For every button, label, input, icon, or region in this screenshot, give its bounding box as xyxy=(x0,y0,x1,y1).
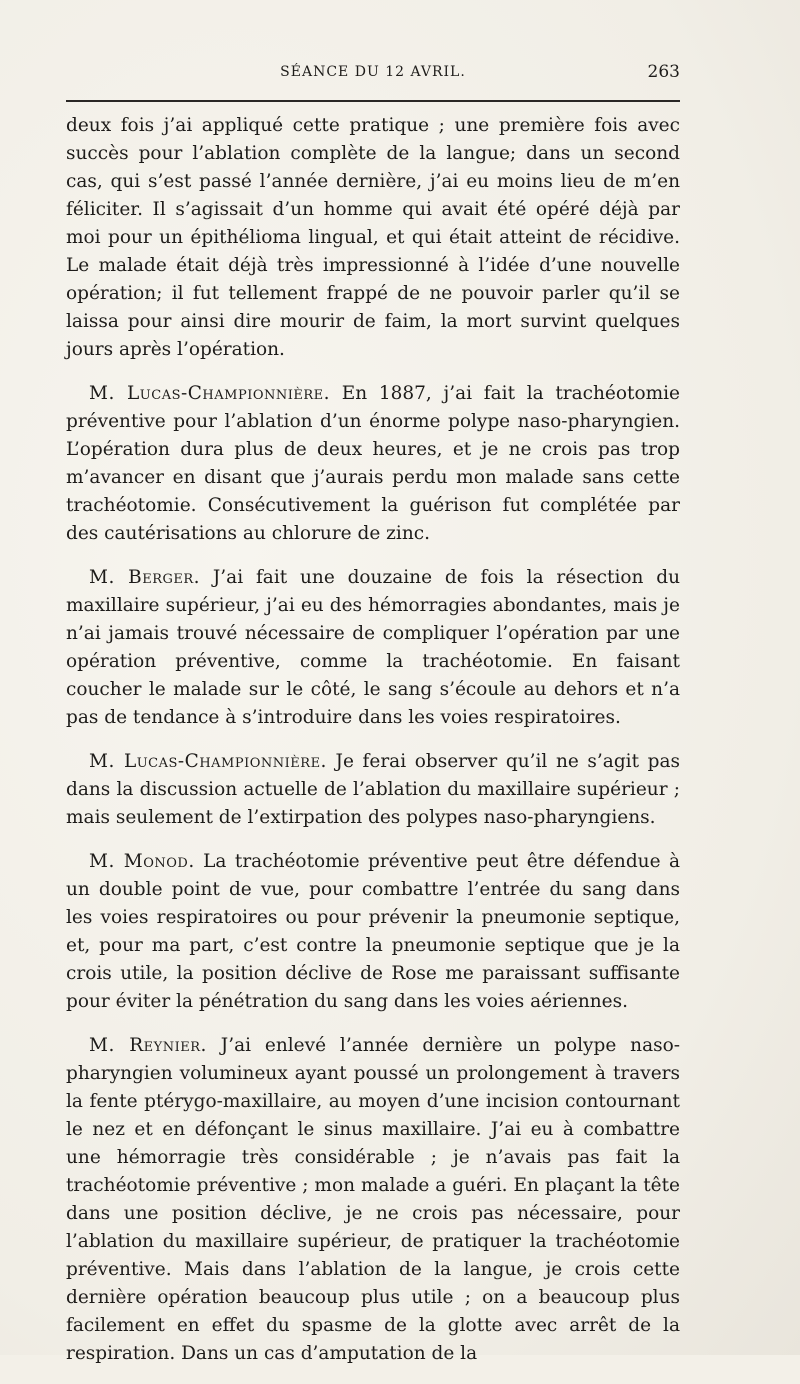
paragraph-berger xyxy=(66,564,680,732)
paragraph-monod xyxy=(66,848,680,1016)
paragraph-text: Je ferai observer qu’il ne s’agit pas dans la discussion actuelle de l’ablation du maxillaire supérieur ; mais seulement de l’extirpation des polypes naso-pharyngiens. xyxy=(66,751,680,828)
paragraph-text: deux fois j’ai appliqué cette pratique ; une première fois avec succès pour l’ablation complète de la langue; dans un second cas, qui s’est passé l’année dernière, j’ai eu moins lieu de m’en féliciter. Il s’agissait d’un homme qui avait été opéré déjà par moi pour un épithélioma lingual, et qui était atteint de récidive. Le malade était déjà très impressionné à l’idée d’une nouvelle opération; il fut tellement frappé de ne pouvoir parler qu’il se laissa pour ainsi dire mourir de faim, la mort survint quelques jours après l’opération. xyxy=(66,115,680,360)
speaker-name: M. Lucas-Championnière. xyxy=(89,751,327,772)
paragraph-lucas-championniere-2 xyxy=(66,748,680,832)
paragraph-continuation xyxy=(66,112,680,364)
paragraph-text: J’ai fait une douzaine de fois la résection du maxillaire supérieur, j’ai eu des hémorragies abondantes, mais je n’ai jamais trouvé nécessaire de compliquer l’opération par une opération préventive, comme la trachéotomie. En faisant coucher le malade sur le côté, le sang s’écoule au dehors et n’a pas de tendance à s’introduire dans les voies respiratoires. xyxy=(66,567,681,728)
page-number: 263 xyxy=(647,62,680,82)
body-text xyxy=(66,112,680,1384)
header-rule xyxy=(66,100,680,102)
page-header xyxy=(66,64,680,88)
paragraph-text: La trachéotomie préventive peut être défendue à un double point de vue, pour combattre l’entrée du sang dans les voies respiratoires ou pour prévenir la pneumonie septique, et, pour ma part, c’est contre la pneumonie septique que je la crois utile, la position déclive de Rose me paraissant suffisante pour éviter la pénétration du sang dans les voies aériennes. xyxy=(66,851,680,1012)
speaker-name: M. Berger. xyxy=(89,567,201,588)
speaker-name: M. Monod. xyxy=(89,851,195,872)
speaker-name: M. Lucas-Championnière. xyxy=(89,383,331,404)
paragraph-text: En 1887, j’ai fait la trachéotomie préventive pour l’ablation d’un énorme polype naso-pharyngien. L’opération dura plus de deux heures, et je ne crois pas trop m’avancer en disant que j’aurais perdu mon malade sans cette trachéotomie. Consécutivement la guérison fut complétée par des cautérisations au chlorure de zinc. xyxy=(66,383,680,544)
paragraph-text: J’ai enlevé l’année dernière un polype naso-pharyngien volumineux ayant poussé un prolongement à travers la fente ptérygo-maxillaire, au moyen d’une incision contournant le nez et en défonçant le sinus maxillaire. J’ai eu à combattre une hémorragie très considérable ; je n’avais pas fait la trachéotomie préventive ; mon malade a guéri. En plaçant la tête dans une position déclive, je ne crois pas nécessaire, pour l’ablation du maxillaire supérieur, de pratiquer la trachéotomie préventive. Mais dans l’ablation de la langue, je crois cette dernière opération beaucoup plus utile ; on a beaucoup plus facilement en effet du spasme de la glotte avec arrêt de la respiration. Dans un cas d’amputation de la xyxy=(66,1035,681,1364)
running-title: SÉANCE DU 12 AVRIL. xyxy=(280,64,466,80)
paragraph-reynier xyxy=(66,1032,680,1368)
paragraph-lucas-championniere-1 xyxy=(66,380,680,548)
speaker-name: M. Reynier. xyxy=(89,1035,207,1056)
